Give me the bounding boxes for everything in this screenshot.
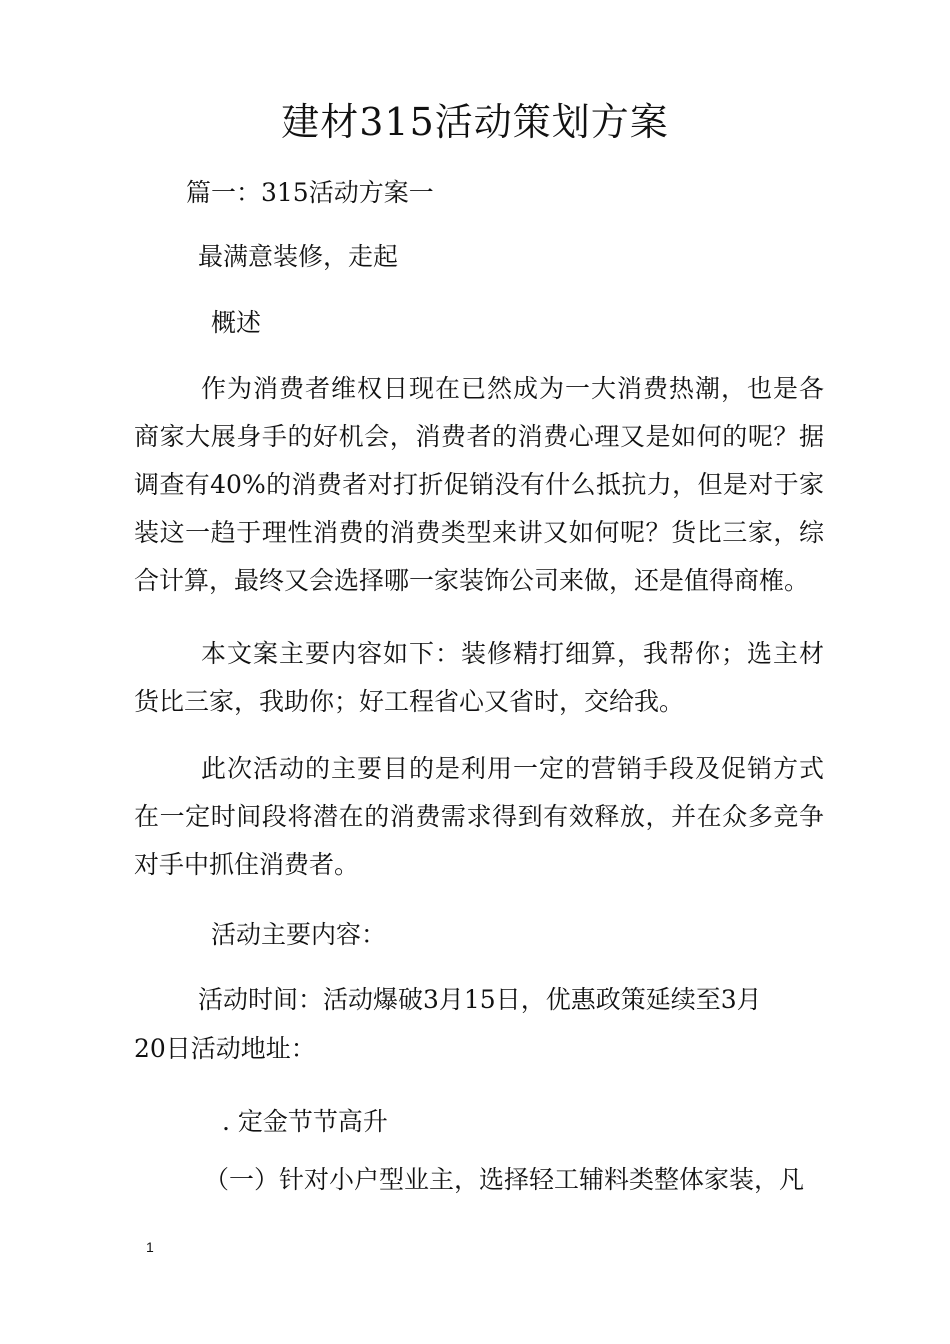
activity-address-line: 20日活动地址： (134, 1034, 316, 1063)
paragraph-purpose (134, 745, 824, 889)
overview-heading: 概述 (211, 308, 262, 337)
paragraph-intro-text: 作为消费者维权日现在已然成为一大消费热潮，也是各商家大展身手的好机会，消费者的消费心理又是如何的呢？据调查有40%的消费者对打折促销没有什么抵抗力，但是对于家装这一趋于理性消费的消费类型来讲又如何呢？货比三家，综合计算，最终又会选择哪一家装饰公司来做，还是值得商榷。 (134, 374, 824, 595)
paragraph-purpose-text: 此次活动的主要目的是利用一定的营销手段及促销方式在一定时间段将潜在的消费需求得到有效释放，并在众多竞争对手中抓住消费者。 (134, 754, 824, 879)
page-number: 1 (146, 1239, 154, 1255)
paragraph-intro (134, 365, 824, 605)
item-heading: . 定金节节高升 (222, 1107, 388, 1136)
activity-time-line: 活动时间：活动爆破3月15日，优惠政策延续至3月 (198, 985, 762, 1014)
slogan-line: 最满意装修，走起 (198, 242, 399, 271)
sub-item-line: （一）针对小户型业主，选择轻工辅料类整体家装，凡 (204, 1165, 805, 1194)
document-title: 建材315活动策划方案 (281, 100, 669, 144)
chapter-heading: 篇一：315活动方案一 (186, 178, 434, 207)
content-heading: 活动主要内容： (211, 920, 387, 949)
paragraph-summary-text: 本文案主要内容如下：装修精打细算，我帮你；选主材货比三家，我助你；好工程省心又省时，交给我。 (134, 639, 824, 716)
paragraph-summary (134, 630, 824, 726)
